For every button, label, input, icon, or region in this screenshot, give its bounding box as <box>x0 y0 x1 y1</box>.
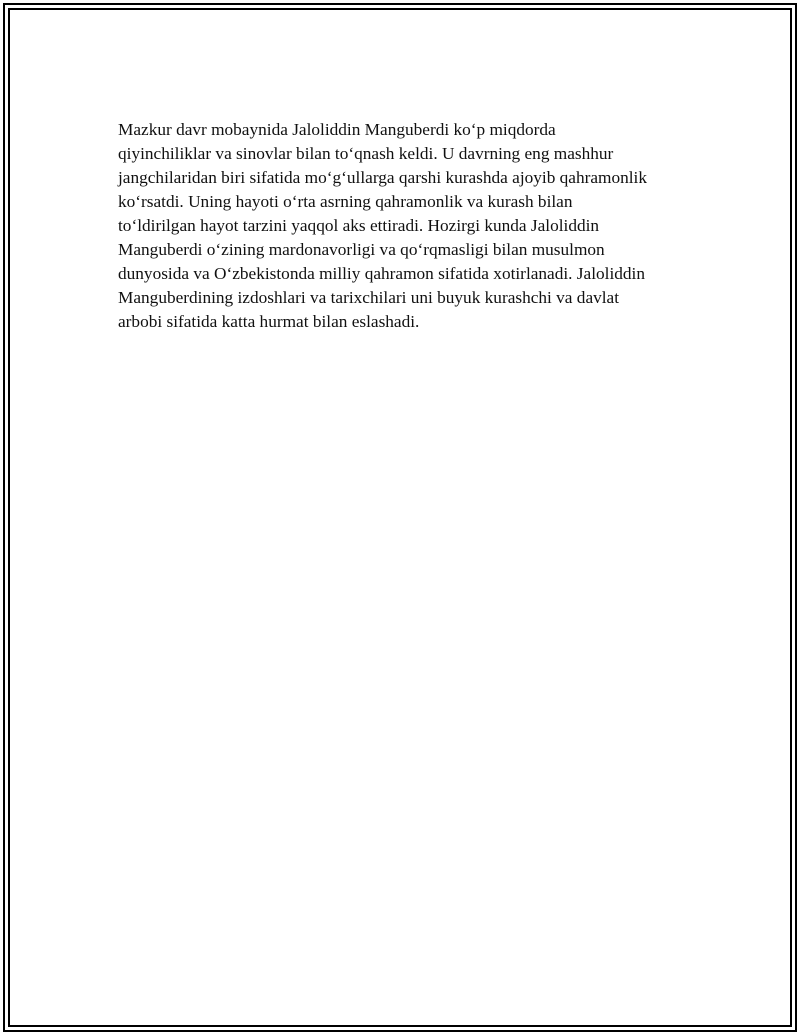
paragraph-line-3: jangchilaridan biri sifatida moʻgʻullarga qarshi kurashda ajoyib qahramonlik <box>118 168 648 187</box>
paragraph-line-7: dunyosida va Oʻzbekistonda milliy qahramon sifatida xotirlanadi. Jaloliddin <box>118 264 645 283</box>
paragraph-line-2: qiyinchiliklar va sinovlar bilan toʻqnash keldi. U davrning eng mashhur <box>118 144 614 163</box>
paragraph-line-4: koʻrsatdi. Uning hayoti oʻrta asrning qahramonlik va kurash bilan <box>118 192 573 211</box>
paragraph-line-1: Mazkur davr mobaynida Jaloliddin Manguberdi koʻp miqdorda <box>118 120 556 139</box>
paragraph-line-6: Manguberdi oʻzining mardonavorligi va qoʻrqmasligi bilan musulmon <box>118 240 605 259</box>
body-paragraph <box>118 118 698 334</box>
paragraph-line-9: arbobi sifatida katta hurmat bilan eslashadi. <box>118 312 420 331</box>
paragraph-line-5: toʻldirilgan hayot tarzini yaqqol aks ettiradi. Hozirgi kunda Jaloliddin <box>118 216 600 235</box>
paragraph-line-8: Manguberdining izdoshlari va tarixchilari uni buyuk kurashchi va davlat <box>118 288 620 307</box>
